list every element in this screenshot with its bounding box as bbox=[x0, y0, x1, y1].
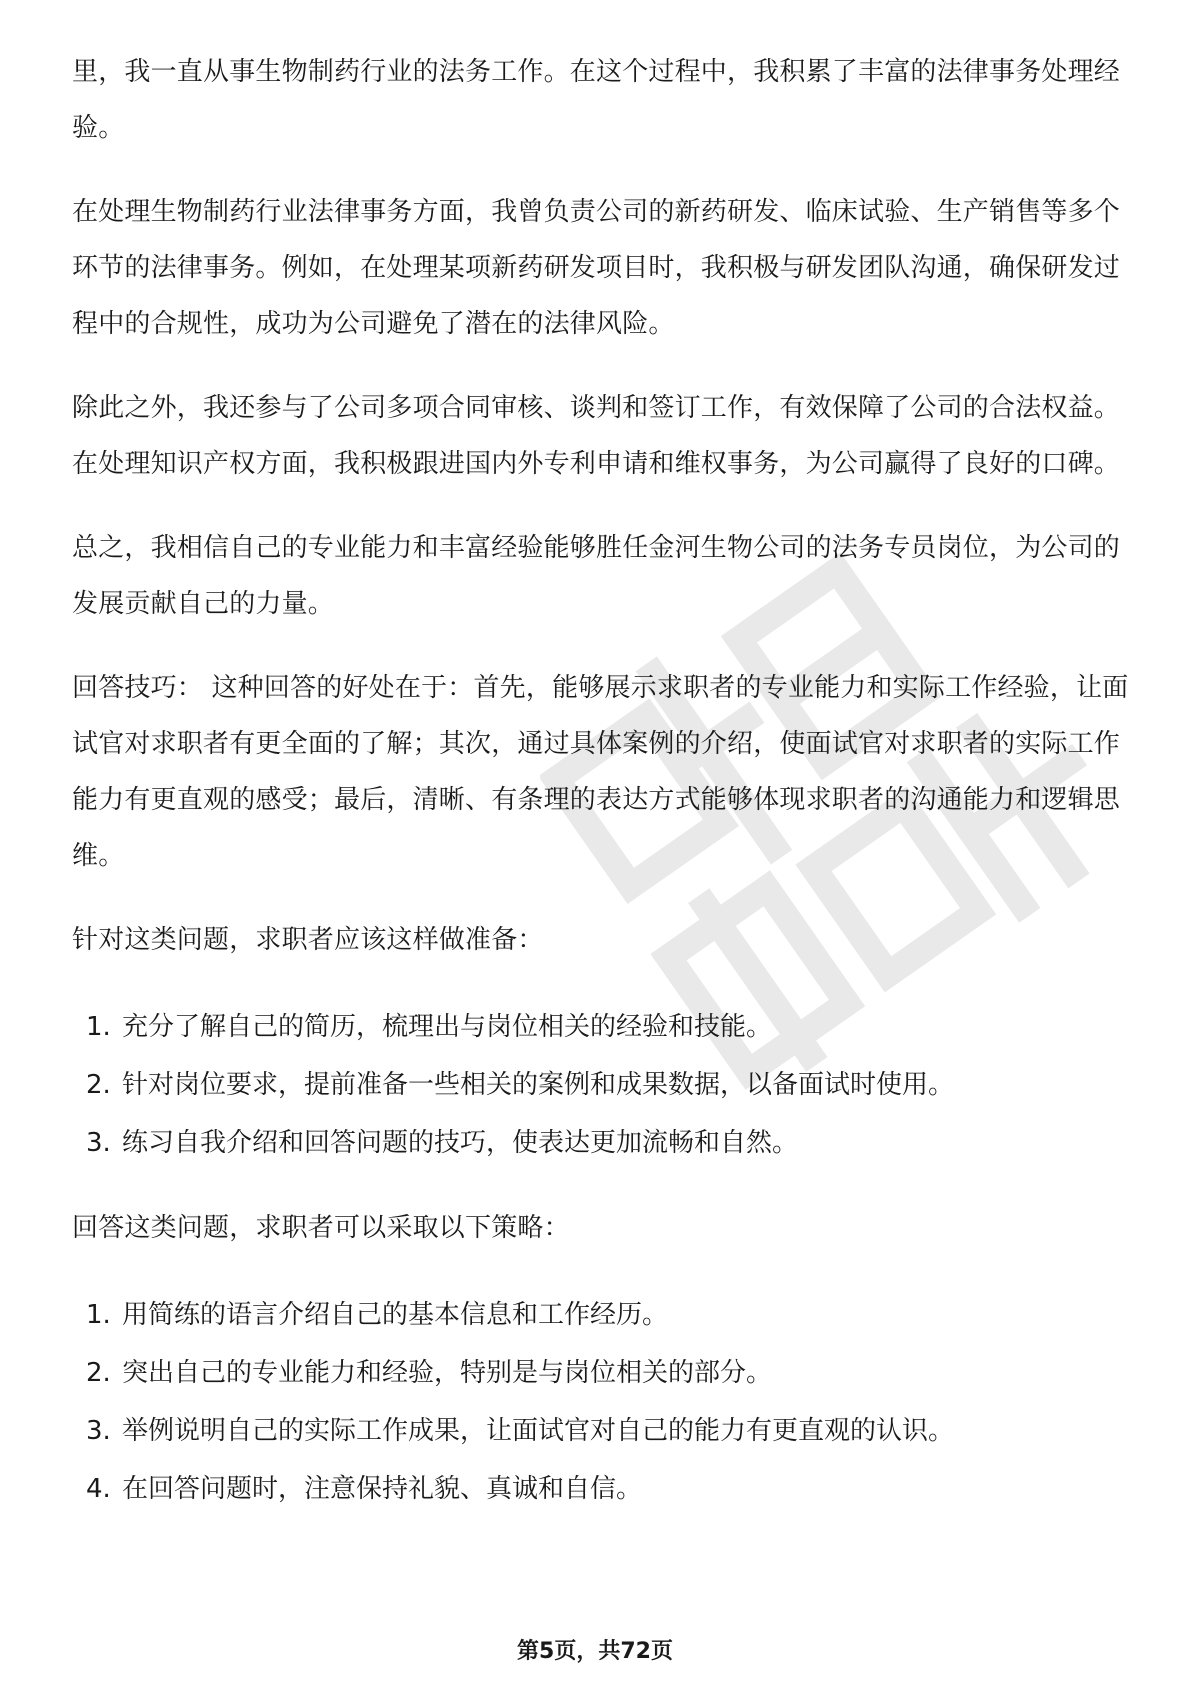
list-text: 在回答问题时，注意保持礼貌、真诚和自信。 bbox=[122, 1474, 643, 1504]
page-number-footer: 第5页，共72页 bbox=[517, 1639, 673, 1664]
list-text: 练习自我介绍和回答问题的技巧，使表达更加流畅和自然。 bbox=[122, 1128, 799, 1158]
list-item bbox=[72, 1114, 1132, 1172]
paragraph-experience-intro: 里，我一直从事生物制药行业的法务工作。在这个过程中，我积累了丰富的法律事务处理经验。 bbox=[72, 57, 1121, 143]
paragraph-contracts-ip: 除此之外，我还参与了公司多项合同审核、谈判和签订工作，有效保障了公司的合法权益。在处理知识产权方面，我积极跟进国内外专利申请和维权事务，为公司赢得了良好的口碑。 bbox=[72, 393, 1121, 479]
list-item bbox=[72, 1056, 1132, 1114]
list-text: 突出自己的专业能力和经验，特别是与岗位相关的部分。 bbox=[122, 1358, 773, 1388]
paragraph-answer-tips: 回答技巧： 这种回答的好处在于：首先，能够展示求职者的专业能力和实际工作经验，让面试官对求职者有更全面的了解；其次，通过具体案例的介绍，使面试官对求职者的实际工作能力有更直观的感受；最后，清晰、有条理的表达方式能够体现求职者的沟通能力和逻辑思维。 bbox=[72, 673, 1129, 871]
list-number: 2. bbox=[86, 1070, 111, 1100]
paragraph-biopharma-legal: 在处理生物制药行业法律事务方面，我曾负责公司的新药研发、临床试验、生产销售等多个环节的法律事务。例如，在处理某项新药研发项目时，我积极与研发团队沟通，确保研发过程中的合规性，成功为公司避免了潜在的法律风险。 bbox=[72, 197, 1121, 339]
list-text: 充分了解自己的简历，梳理出与岗位相关的经验和技能。 bbox=[122, 1012, 773, 1042]
strategy-list bbox=[72, 1286, 1132, 1518]
prep-heading: 针对这类问题，求职者应该这样做准备： bbox=[72, 925, 544, 955]
list-number: 4. bbox=[86, 1474, 111, 1504]
list-text: 针对岗位要求，提前准备一些相关的案例和成果数据，以备面试时使用。 bbox=[122, 1070, 955, 1100]
list-number: 2. bbox=[86, 1358, 111, 1388]
list-number: 1. bbox=[86, 1300, 111, 1330]
paragraph-conclusion: 总之，我相信自己的专业能力和丰富经验能够胜任金河生物公司的法务专员岗位，为公司的发展贡献自己的力量。 bbox=[72, 533, 1121, 619]
prep-list bbox=[72, 998, 1132, 1172]
list-number: 1. bbox=[86, 1012, 111, 1042]
list-text: 用简练的语言介绍自己的基本信息和工作经历。 bbox=[122, 1300, 669, 1330]
list-number: 3. bbox=[86, 1128, 111, 1158]
list-number: 3. bbox=[86, 1416, 111, 1446]
list-item bbox=[72, 1460, 1132, 1518]
list-item bbox=[72, 1286, 1132, 1344]
list-text: 举例说明自己的实际工作成果，让面试官对自己的能力有更直观的认识。 bbox=[122, 1416, 955, 1446]
document-body bbox=[72, 44, 1132, 1518]
list-item bbox=[72, 1344, 1132, 1402]
list-item bbox=[72, 1402, 1132, 1460]
strategy-heading: 回答这类问题，求职者可以采取以下策略： bbox=[72, 1213, 570, 1243]
list-item bbox=[72, 998, 1132, 1056]
